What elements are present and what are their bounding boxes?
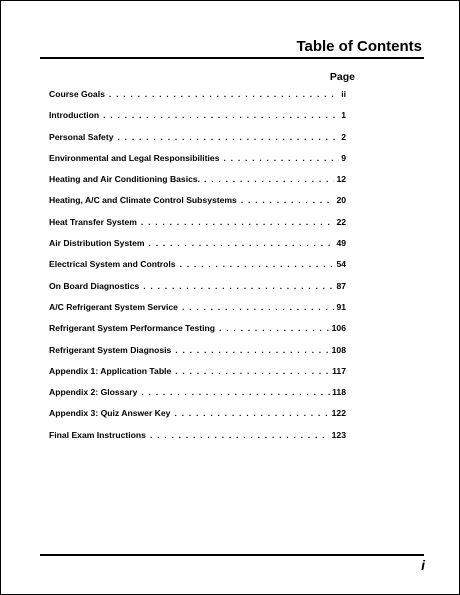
toc-entry-label: Air Distribution System bbox=[49, 238, 145, 249]
toc-entry-air-distribution[interactable] bbox=[49, 238, 346, 259]
dot-leader bbox=[117, 132, 339, 142]
toc-entry-label: Appendix 2: Glossary bbox=[49, 387, 138, 398]
toc-entry-course-goals[interactable] bbox=[49, 89, 346, 110]
toc-entry-label: Refrigerant System Performance Testing bbox=[49, 323, 216, 334]
toc-entry-final-exam[interactable] bbox=[49, 430, 346, 451]
toc-entry-electrical[interactable] bbox=[49, 259, 346, 280]
toc-entry-appendix-1[interactable] bbox=[49, 366, 346, 387]
toc-entry-label: A/C Refrigerant System Service bbox=[49, 301, 178, 312]
toc-entry-page: 49 bbox=[336, 238, 346, 249]
toc-entry-page: 108 bbox=[331, 344, 346, 355]
toc-entry-refrigerant-service[interactable] bbox=[49, 302, 346, 323]
toc-entry-label: Final Exam Instructions bbox=[49, 429, 146, 440]
dot-leader bbox=[174, 408, 329, 418]
toc-entry-label: Appendix 3: Quiz Answer Key bbox=[49, 408, 171, 419]
toc-entry-page: 106 bbox=[331, 323, 346, 334]
toc-entry-page: 9 bbox=[341, 152, 346, 163]
toc-entry-page: 22 bbox=[336, 216, 346, 227]
toc-entry-label: Appendix 1: Application Table bbox=[49, 365, 172, 376]
toc-entry-page: 122 bbox=[331, 408, 346, 419]
toc-entry-appendix-3[interactable] bbox=[49, 408, 346, 429]
toc-entry-introduction[interactable] bbox=[49, 110, 346, 131]
dot-leader bbox=[143, 281, 334, 291]
toc-entry-appendix-2[interactable] bbox=[49, 387, 346, 408]
toc-entry-label: On Board Diagnostics bbox=[49, 280, 140, 291]
footer-rule bbox=[40, 554, 424, 556]
dot-leader bbox=[204, 174, 334, 184]
dot-leader bbox=[109, 89, 339, 99]
dot-leader bbox=[241, 195, 335, 205]
page-column-heading: Page bbox=[329, 71, 355, 83]
toc-entry-hvac-basics[interactable] bbox=[49, 174, 346, 195]
page-title: Table of Contents bbox=[296, 38, 422, 55]
toc-entry-page: 118 bbox=[332, 387, 346, 398]
toc-entry-obd[interactable] bbox=[49, 281, 346, 302]
dot-leader bbox=[141, 387, 330, 397]
dot-leader bbox=[150, 430, 330, 440]
toc-entry-label: Environmental and Legal Responsibilities bbox=[49, 152, 220, 163]
toc-entry-page: 117 bbox=[332, 365, 346, 376]
toc-list bbox=[49, 89, 346, 451]
toc-entry-label: Heat Transfer System bbox=[49, 216, 137, 227]
toc-entry-label: Personal Safety bbox=[49, 131, 114, 142]
toc-entry-page: 54 bbox=[336, 259, 346, 270]
toc-entry-page: 123 bbox=[331, 429, 346, 440]
toc-entry-subsystems[interactable] bbox=[49, 195, 346, 216]
toc-entry-environmental-legal[interactable] bbox=[49, 153, 346, 174]
toc-entry-label: Heating and Air Conditioning Basics. bbox=[49, 174, 201, 185]
dot-leader bbox=[141, 217, 335, 227]
dot-leader bbox=[219, 323, 330, 333]
dot-leader bbox=[180, 259, 335, 269]
dot-leader bbox=[175, 345, 329, 355]
toc-entry-label: Course Goals bbox=[49, 89, 105, 99]
toc-entry-performance-testing[interactable] bbox=[49, 323, 346, 344]
toc-entry-personal-safety[interactable] bbox=[49, 132, 346, 153]
toc-entry-page: 2 bbox=[341, 131, 346, 142]
dot-leader bbox=[103, 110, 339, 120]
page-number: i bbox=[421, 557, 425, 573]
toc-entry-system-diagnosis[interactable] bbox=[49, 345, 346, 366]
toc-entry-label: Electrical System and Controls bbox=[49, 259, 176, 270]
dot-leader bbox=[149, 238, 335, 248]
toc-entry-heat-transfer[interactable] bbox=[49, 217, 346, 238]
toc-entry-page: 87 bbox=[336, 280, 346, 291]
header-rule bbox=[40, 57, 424, 59]
dot-leader bbox=[223, 153, 339, 163]
toc-entry-page: 1 bbox=[341, 110, 346, 121]
dot-leader bbox=[182, 302, 334, 312]
dot-leader bbox=[175, 366, 330, 376]
toc-entry-label: Introduction bbox=[49, 110, 100, 121]
toc-entry-label: Heating, A/C and Climate Control Subsystems bbox=[49, 195, 237, 206]
toc-entry-label: Refrigerant System Diagnosis bbox=[49, 344, 172, 355]
toc-entry-page: 20 bbox=[336, 195, 346, 206]
toc-entry-page: 12 bbox=[336, 174, 346, 185]
toc-entry-page: ii bbox=[341, 89, 346, 99]
toc-entry-page: 91 bbox=[336, 301, 346, 312]
